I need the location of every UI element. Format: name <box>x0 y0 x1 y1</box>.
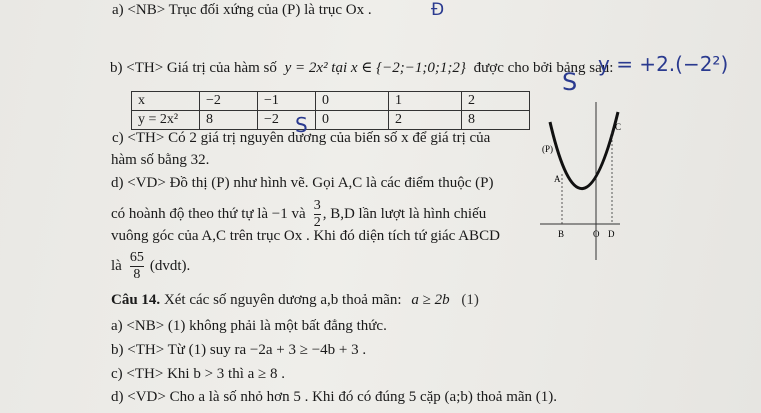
q13-b-suffix: được cho bởi bảng sau: <box>473 60 614 76</box>
q13-item-d-line2 <box>111 198 486 230</box>
q14-item-d: d) <VD> Cho a là số nhỏ hơn 5 . Khi đó có đúng 5 cặp (a;b) thoả mãn (1). <box>111 389 558 405</box>
fraction-numerator: 3 <box>313 197 321 213</box>
q13-item-b <box>110 58 613 77</box>
label-parabola: (P) <box>542 144 553 154</box>
q14-title <box>111 292 479 309</box>
q13-item-c-line2: hàm số bằng 32. <box>111 152 210 168</box>
q14-item-a: a) <NB> (1) không phải là một bất đẳng thức. <box>111 318 387 334</box>
fraction-three-halves <box>314 198 321 231</box>
table-cell: 2 <box>462 92 530 111</box>
q14-item-b: b) <TH> Từ (1) suy ra −2a + 3 ≥ −4b + 3 . <box>111 342 367 358</box>
q13-b-prefix: b) <TH> Giá trị của hàm số <box>110 60 277 76</box>
q13-item-d-line1: d) <VD> Đồ thị (P) như hình vẽ. Gọi A,C là các điểm thuộc (P) <box>111 175 494 191</box>
handwritten-formula: y = +2.(−2²) <box>598 52 729 76</box>
table-row-y <box>132 111 530 130</box>
table-cell: 2 <box>389 111 462 130</box>
handwritten-mark-a: Đ <box>431 0 445 20</box>
label-point-d: D <box>608 229 615 239</box>
q13-b-function: y = 2x² tại x ∈ {−2;−1;0;1;2} <box>284 60 466 76</box>
q13-d-text: có hoành độ theo thứ tự là −1 và <box>111 205 306 222</box>
fraction-area <box>130 250 144 283</box>
table-cell: −2 <box>200 92 258 111</box>
table-cell: −2 <box>258 111 316 130</box>
values-table <box>131 91 530 130</box>
table-cell: y = 2x² <box>132 111 200 130</box>
parabola-graph <box>520 102 620 262</box>
table-cell: x <box>132 92 200 111</box>
handwritten-mark-c: S <box>295 113 308 137</box>
q13-item-a: a) <NB> Trục đối xứng của (P) là trục Ox . <box>112 2 372 18</box>
label-point-a: A <box>554 174 561 184</box>
table-cell: 0 <box>316 92 389 111</box>
label-point-b: B <box>558 229 565 239</box>
q14-number: Câu 14. <box>111 292 161 308</box>
fraction-numerator: 65 <box>129 249 144 265</box>
handwritten-mark-c: S <box>562 68 578 96</box>
q13-d-text: , B,D lần lượt là hình chiếu <box>322 205 487 222</box>
q14-condition-tag: (1) <box>461 292 479 308</box>
q14-item-c: c) <TH> Khi b > 3 thì a ≥ 8 . <box>111 366 286 382</box>
q13-item-c-line1: c) <TH> Có 2 giá trị nguyên dương của biến số x để giá trị của <box>112 130 491 146</box>
q13-item-d-line3: vuông góc của A,C trên trục Ox . Khi đó diện tích tứ giác ABCD <box>111 228 500 244</box>
q13-item-d-line4 <box>111 248 190 284</box>
q13-d-text: là <box>111 257 122 274</box>
table-cell: 1 <box>389 92 462 111</box>
fraction-denominator: 8 <box>133 266 141 282</box>
q14-condition: a ≥ 2b <box>411 292 450 308</box>
fraction-denominator: 2 <box>313 214 321 230</box>
table-cell: 8 <box>462 111 530 130</box>
q14-statement: Xét các số nguyên dương a,b thoả mãn: <box>163 292 402 308</box>
q13-d-text: (dvdt). <box>149 257 191 274</box>
label-point-c: C <box>615 122 622 132</box>
table-cell: −1 <box>258 92 316 111</box>
table-cell: 8 <box>200 111 258 130</box>
table-row-x <box>132 92 530 111</box>
label-origin: O <box>593 229 600 239</box>
table-cell: 0 <box>316 111 389 130</box>
